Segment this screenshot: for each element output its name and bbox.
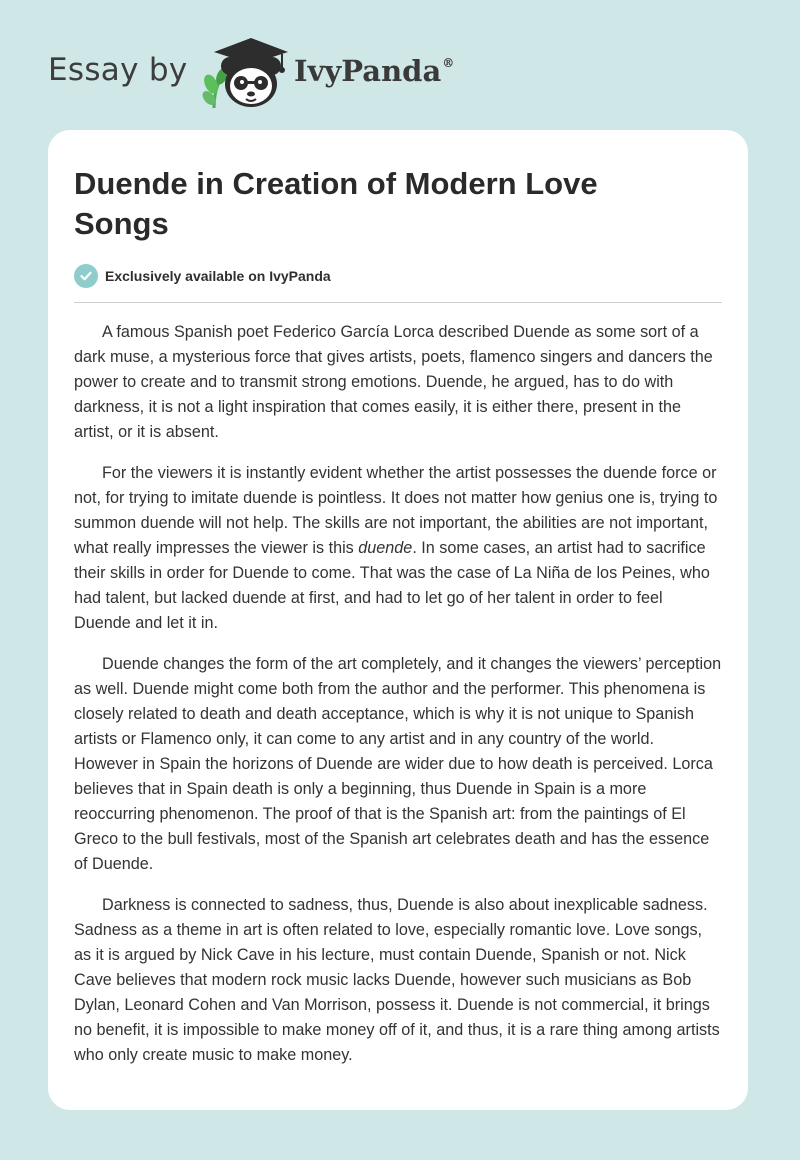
essay-by-label: Essay by (48, 52, 188, 88)
panda-graduate-logo-icon[interactable] (200, 34, 296, 110)
brand-name[interactable] (294, 54, 454, 88)
essay-card (48, 130, 748, 1110)
exclusive-label: Exclusively available on IvyPanda (105, 268, 331, 284)
paragraph-2-before: For the viewers it is instantly evident whether the artist possesses the duende force or not, for trying to imitate duende is pointless. It does not matter how genius one is, trying to summon duende will not help. The skills are not important, the abilities are not important, what really impresses the viewer is this (74, 464, 718, 557)
divider (74, 302, 722, 303)
check-circle-icon (74, 264, 98, 288)
exclusive-badge (74, 263, 331, 289)
essay-title: Duende in Creation of Modern Love Songs (74, 166, 598, 241)
paragraph-2 (74, 461, 722, 636)
paragraph-4: Darkness is connected to sadness, thus, Duende is also about inexplicable sadness. Sadness as a theme in art is often related to love, especially romantic love. Love songs, as it is argued by Nick Cave in his lecture, must contain Duende, Spanish or not. Nick Cave believes that modern rock music lacks Duende, however such musicians as Bob Dylan, Leonard Cohen and Van Morrison, possess it. Duende is not commercial, it brings no benefit, it is impossible to make money off of it, and thus, it is a rare thing among artists who only create music to make money. (74, 896, 720, 1064)
brand-text: IvyPanda (294, 54, 442, 88)
essay-body (74, 320, 722, 1084)
registered-mark: ® (442, 56, 455, 70)
paragraph-3: Duende changes the form of the art completely, and it changes the viewers’ perception as well. Duende might come both from the author and the performer. This phenomena is closely related to death and death acceptance, which is why it is not unique to Spanish artists or Flamenco only, it can come to any artist and in any country of the world. However in Spain the horizons of Duende are wider due to how death is perceived. Lorca believes that in Spain death is only a beginning, thus Duende in Spain is a more reoccurring phenomenon. The proof of that is the Spanish art: from the paintings of El Greco to the bull festivals, most of the Spanish art celebrates death and has the essence of Duende. (74, 655, 722, 873)
paragraph-1: A famous Spanish poet Federico García Lorca described Duende as some sort of a dark muse, a mysterious force that gives artists, poets, flamenco singers and dancers the power to create and to transmit strong emotions. Duende, he argued, has to do with darkness, it is not a light inspiration that comes easily, it is either there, present in the artist, or it is absent. (74, 323, 713, 441)
paragraph-2-after: . In some cases, an artist had to sacrifice their skills in order for Duende to come. That was the case of La Niña de los Peines, who had talent, but lacked duende at first, and had to let go of her talent in order to feel Duende and let it in. (74, 539, 710, 632)
site-header (48, 34, 508, 114)
paragraph-2-emphasis: duende (358, 539, 413, 557)
